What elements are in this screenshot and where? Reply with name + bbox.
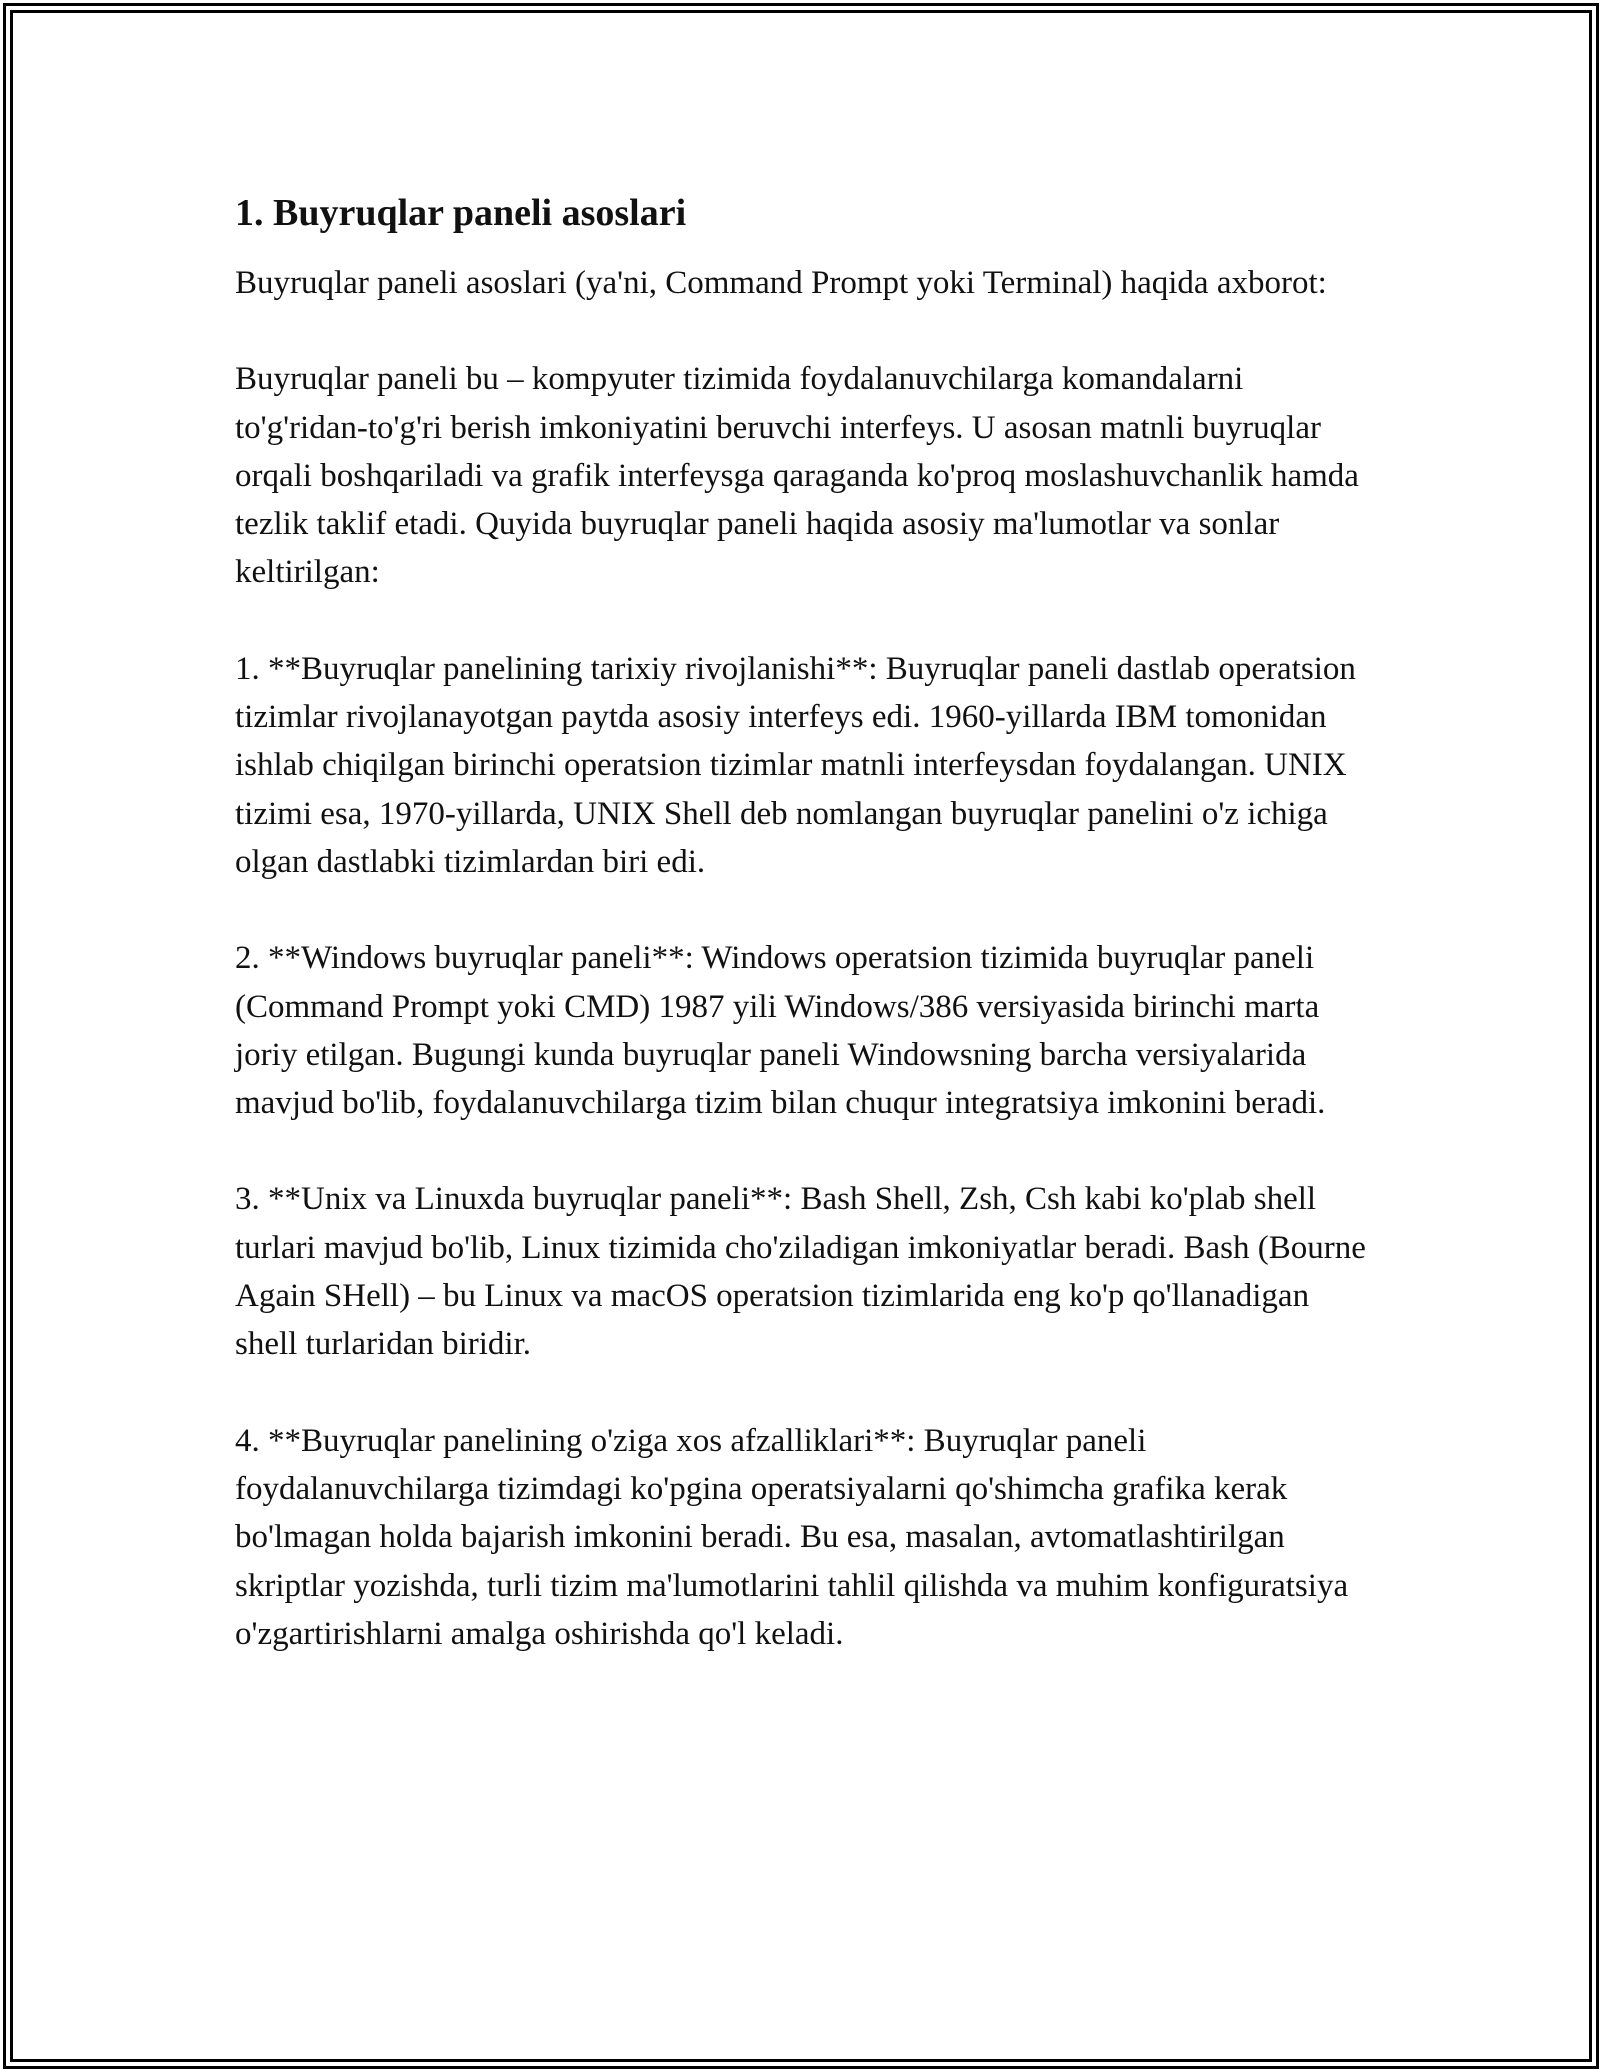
document-body [235,188,1370,1658]
windows-paragraph: 2. **Windows buyruqlar paneli**: Windows operatsion tizimida buyruqlar paneli (Command Prompt yoki CMD) 1987 yili Windows/386 versiyasida birinchi marta joriy etilgan. Bugungi kunda buyruqlar paneli Windowsning barcha versiyalarida mavjud bo'lib, foydalanuvchilarga tizim bilan chuqur integratsiya imkonini beradi. [235,940,1326,1122]
advantages-paragraph: 4. **Buyruqlar panelining o'ziga xos afzalliklari**: Buyruqlar paneli foydalanuvchilarga tizimdagi ko'pgina operatsiyalarni qo'shimcha grafika kerak bo'lmagan holda bajarish imkonini beradi. Bu esa, masalan, avtomatlashtirilgan skriptlar yozishda, turli tizim ma'lumotlarini tahlil qilishda va muhim konfiguratsiya o'zgartirishlarni amalga oshirishda qo'l keladi. [235,1422,1349,1652]
section-heading: 1. Buyruqlar paneli asoslari [235,192,687,234]
unix-linux-paragraph: 3. **Unix va Linuxda buyruqlar paneli**: Bash Shell, Zsh, Csh kabi ko'plab shell turlari mavjud bo'lib, Linux tizimida cho'ziladigan imkoniyatlar beradi. Bash (Bourne Again SHell) – bu Linux va macOS operatsion tizimlarida eng ko'p qo'llanadigan shell turlaridan biridir. [235,1181,1366,1363]
definition-paragraph: Buyruqlar paneli bu – kompyuter tizimida foydalanuvchilarga komandalarni to'g'ridan-to'g'ri berish imkoniyatini beruvchi interfeys. U asosan matnli buyruqlar orqali boshqariladi va grafik interfeysga qaraganda ko'proq moslashuvchanlik hamda tezlik taklif etadi. Quyida buyruqlar paneli haqida asosiy ma'lumotlar va sonlar keltirilgan: [235,361,1359,591]
intro-paragraph: Buyruqlar paneli asoslari (ya'ni, Command Prompt yoki Terminal) haqida axborot: [235,265,1327,301]
history-paragraph: 1. **Buyruqlar panelining tarixiy rivojlanishi**: Buyruqlar paneli dastlab operatsion tizimlar rivojlanayotgan paytda asosiy interfeys edi. 1960-yillarda IBM tomonidan ishlab chiqilgan birinchi operatsion tizimlar matnli interfeysdan foydalangan. UNIX tizimi esa, 1970-yillarda, UNIX Shell deb nomlangan buyruqlar panelini o'z ichiga olgan dastlabki tizimlardan biri edi. [235,650,1356,880]
